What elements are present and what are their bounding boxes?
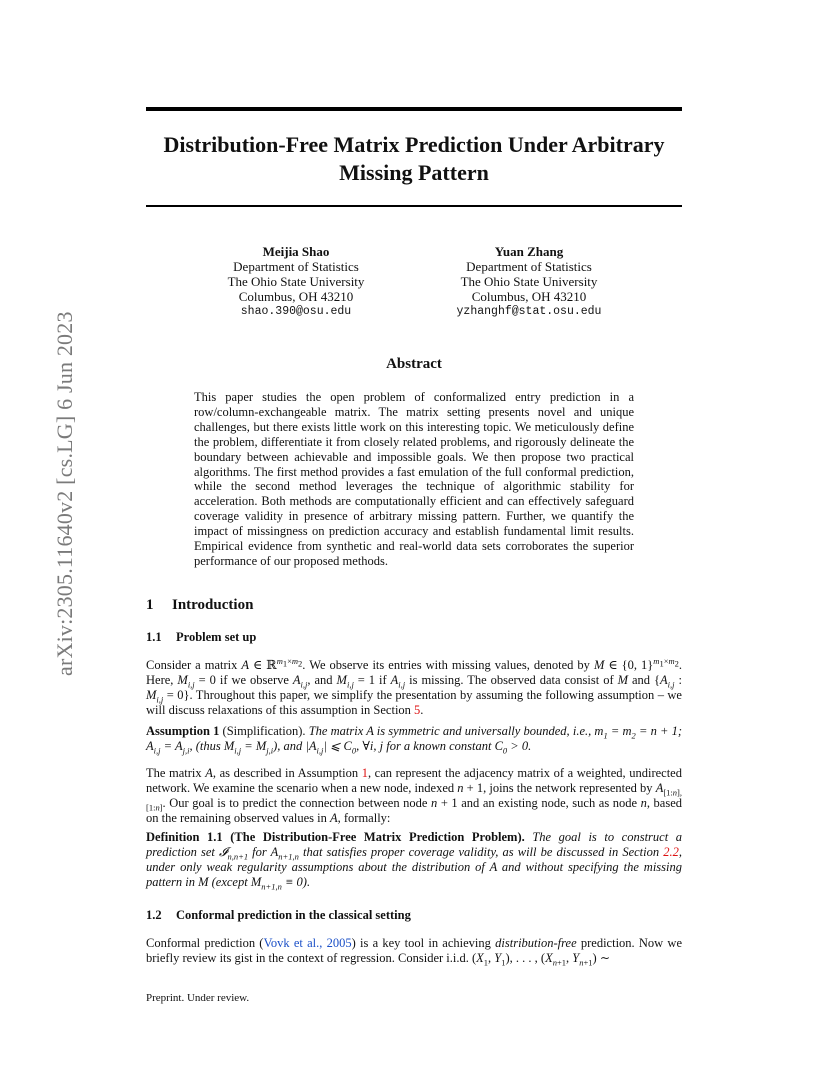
- section-link[interactable]: 2.2: [663, 844, 679, 859]
- paper-title: [146, 131, 682, 187]
- section-heading-introduction: [146, 597, 253, 614]
- subsection-number: 1.2: [146, 908, 162, 922]
- paragraph-conformal: Conformal prediction (Vovk et al., 2005) is a key tool in achieving distribution-free prediction. Now we briefly review its gist in the context of regression. Consider i.i.d. ($X_1$, $Y_1$), . . . , ($X_{n+1}$, $Y_{n+1}$) ∼: [146, 936, 683, 968]
- author-department: Department of Statistics: [466, 259, 592, 274]
- author-name: Meijia Shao: [262, 244, 330, 259]
- abstract-heading: Abstract: [386, 356, 442, 372]
- citation-link[interactable]: Vovk et al., 2005: [263, 936, 352, 950]
- author-department: Department of Statistics: [233, 259, 359, 274]
- author-name: Yuan Zhang: [494, 244, 564, 259]
- title-line-2: Missing Pattern: [339, 160, 489, 185]
- title-rule-bottom: [146, 205, 682, 207]
- definition-1-1: Definition 1.1 (The Distribution-Free Matrix Prediction Problem). The goal is to construct a prediction set 𝓘$_{n,n+1}$ for $A_{n+1,n}$ that satisfies proper coverage validity, as will be discussed in Section 2.2, under only weak regularity assumptions about the distribution of A and without specifying the missing pattern in M (except $M_{n+1,n} \equiv 0$).: [146, 830, 683, 892]
- assumption-link[interactable]: 1: [361, 766, 368, 780]
- author-block-2: [429, 244, 629, 319]
- author-university: The Ohio State University: [227, 274, 365, 289]
- author-block-1: [196, 244, 396, 319]
- arxiv-identifier-text: arXiv:2305.11640v2 [cs.LG] 6 Jun 2023: [52, 311, 77, 676]
- section-number: 1: [146, 597, 154, 613]
- title-line-1: Distribution-Free Matrix Prediction Under Arbitrary: [163, 132, 665, 157]
- subsection-heading-conformal-prediction: [146, 908, 411, 923]
- subsection-title: Conformal prediction in the classical setting: [176, 908, 411, 922]
- arxiv-identifier: [22, 296, 77, 676]
- definition-title: (The Distribution-Free Matrix Prediction Problem).: [230, 830, 525, 844]
- section-title: Introduction: [172, 597, 254, 613]
- author-city: Columbus, OH 43210: [471, 289, 587, 304]
- section-link[interactable]: 5: [414, 702, 421, 717]
- definition-label: Definition 1.1: [146, 830, 223, 844]
- author-email[interactable]: yzhanghf@stat.osu.edu: [456, 305, 602, 318]
- abstract-body: This paper studies the open problem of conformalized entry prediction in a row/column-exchangeable matrix. The matrix setting presents novel and unique challenges, but there exists little work on this interesting topic. We meticulously define the problem, differentiate it from closely related problems, and rigorously delineate the boundary between achievable and impossible goals. We then propose two practical algorithms. The first method provides a fast emulation of the full conformal prediction, while the second method leverages the technique of algorithmic stability for acceleration. Both methods are computationally efficient and can effectively safeguard coverage validity in presence of arbitrary missing pattern. Further, we quantify the impact of missingness on prediction accuracy and establish fundamental limit results. Empirical evidence from synthetic and real-world data sets corroborates the superior performance of our proposed methods.: [194, 390, 634, 568]
- footer-note: Preprint. Under review.: [146, 992, 250, 1004]
- author-city: Columbus, OH 43210: [238, 289, 354, 304]
- assumption-label: Assumption 1: [146, 724, 220, 738]
- subsection-number: 1.1: [146, 630, 162, 644]
- assumption-1: Assumption 1 (Simplification). The matrix A is symmetric and universally bounded, i.e., $m_1 = m_2 = n + 1$; $A_{i,j} = A_{j,i}$, (thus $M_{i,j} = M_{j,i}$), and $|A_{i,j}|$ ⩽ $C_0$, ∀i, j for a known constant $C_0 > 0$.: [146, 724, 683, 756]
- assumption-title: (Simplification).: [222, 724, 306, 738]
- author-email[interactable]: shao.390@osu.edu: [240, 305, 352, 318]
- paragraph-problem-setup: Consider a matrix A ∈ ℝ$^{m_1\times m_2}$. We observe its entries with missing values, denoted by M ∈ {0, 1}$^{m_1\times m_2}$. Here, $M_{i,j} = 0$ if we observe $A_{i,j}$, and $M_{i,j} = 1$ if $A_{i,j}$ is missing. The observed data consist of M and {$A_{i,j}$ : $M_{i,j} = 0$}. Throughout this paper, we simplify the presentation by assuming the following assumption – we will discuss relaxations of this assumption in Section 5.: [146, 655, 682, 717]
- paragraph-network: The matrix A, as described in Assumption 1, can represent the adjacency matrix of a weighted, undirected network. We examine the scenario when a new node, indexed n + 1, joins the network represented by $A_{[1:n],[1:n]}$. Our goal is to predict the connection between node n + 1 and an existing node, such as node n, based on the remaining observed values in A, formally:: [146, 766, 683, 825]
- title-rule-top: [146, 107, 682, 111]
- subsection-heading-problem-set-up: [146, 630, 256, 645]
- author-university: The Ohio State University: [460, 274, 598, 289]
- subsection-title: Problem set up: [176, 630, 257, 644]
